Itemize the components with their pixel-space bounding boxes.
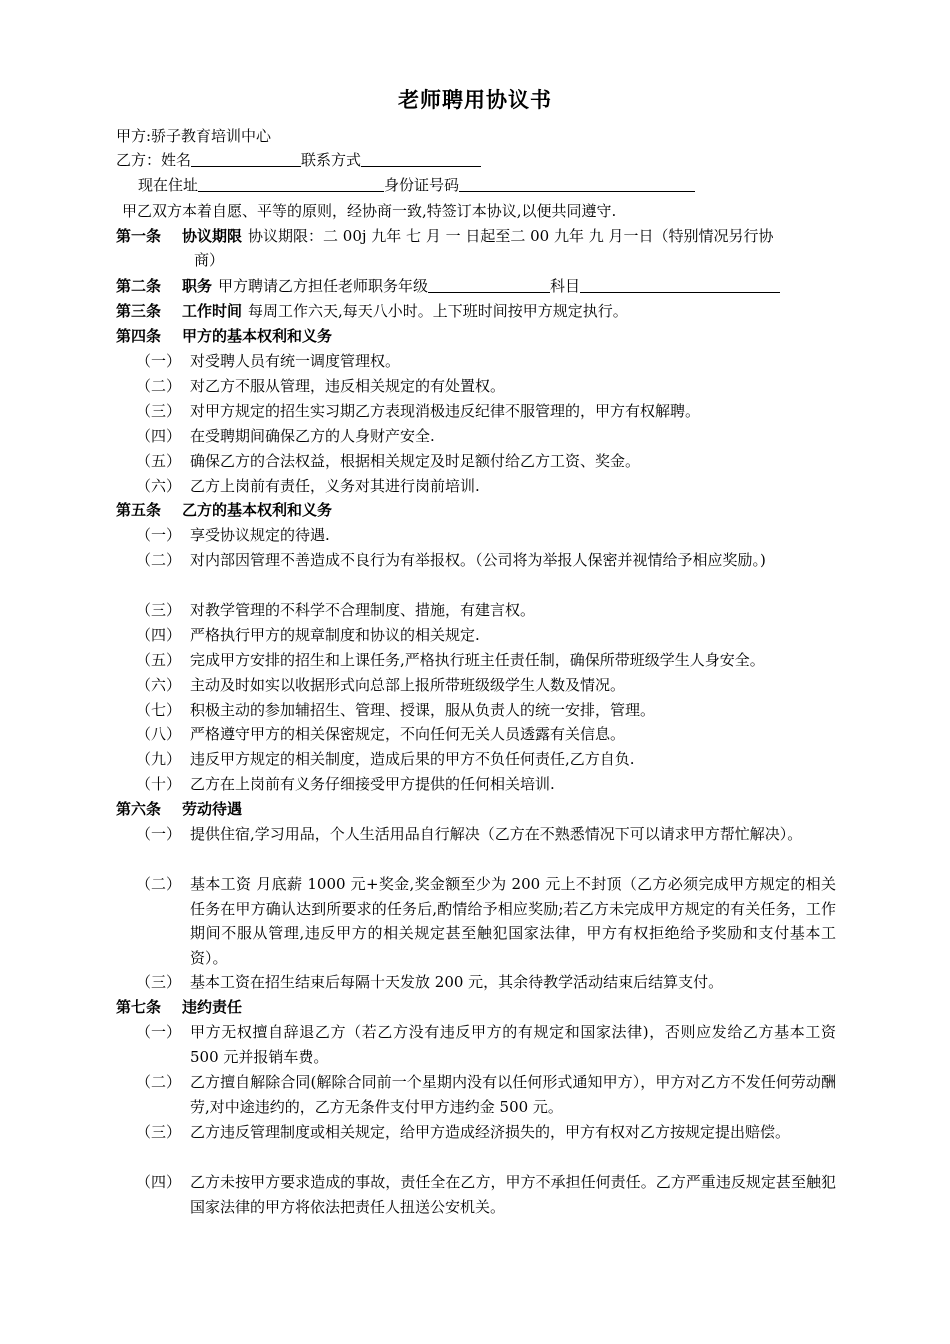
item-text: 对甲方规定的招生实习期乙方表现消极违反纪律不服管理的，甲方有权解聘。 — [190, 402, 701, 420]
article-5-title: 乙方的基本权利和义务 — [182, 501, 333, 519]
item-text: 确保乙方的合法权益，根据相关规定及时足额付给乙方工资、奖金。 — [190, 452, 641, 470]
article-6-heading — [116, 797, 836, 821]
list-item — [136, 1020, 836, 1069]
item-number: （六） — [136, 676, 182, 694]
article-3-num: 第三条 — [116, 302, 162, 320]
item-text: 违反甲方规定的相关制度，造成后果的甲方不负任何责任,乙方自负. — [190, 750, 635, 768]
item-number: （一） — [136, 526, 182, 544]
item-number: （三） — [136, 402, 182, 420]
article-6-title: 劳动待遇 — [182, 800, 243, 818]
article-3-text: 每周工作六天,每天八小时。上下班时间按甲方规定执行。 — [248, 302, 628, 320]
item-number: （一） — [136, 1023, 182, 1041]
list-item — [136, 474, 836, 499]
list-item — [136, 772, 836, 797]
list-item — [136, 598, 836, 623]
id-blank — [459, 176, 695, 192]
item-text: 完成甲方安排的招生和上课任务,严格执行班主任责任制，确保所带班级学生人身安全。 — [190, 651, 765, 669]
article-2-text: 甲方聘请乙方担任老师职务年级 — [218, 277, 429, 295]
party-a-line: 甲方:骄子教育培训中心 — [116, 127, 272, 145]
list-item — [136, 349, 836, 374]
item-number: （二） — [136, 551, 182, 569]
item-number: （五） — [136, 452, 182, 470]
list-item — [136, 698, 836, 723]
article-2 — [116, 274, 836, 298]
item-text: 乙方擅自解除合同(解除合同前一个星期内没有以任何形式通知甲方），甲方对乙方不发任何劳动酬劳,对中途违约的，乙方无条件支付甲方违约金 500 元。 — [190, 1073, 836, 1116]
party-b-line — [116, 148, 836, 172]
item-text: 对教学管理的不科学不合理制度、措施，有建言权。 — [190, 601, 536, 619]
item-number: （三） — [136, 601, 182, 619]
item-text: 主动及时如实以收据形式向总部上报所带班级级学生人数及情况。 — [190, 676, 626, 694]
item-text: 对内部因管理不善造成不良行为有举报权。（公司将为举报人保密并视情给予相应奖励。) — [190, 551, 766, 569]
article-7-title: 违约责任 — [182, 998, 243, 1016]
article-1 — [116, 224, 836, 272]
article-3 — [116, 299, 836, 323]
party-b-name-label: 乙方：姓名 — [116, 151, 192, 169]
article-5-num: 第五条 — [116, 501, 162, 519]
item-text: 基本工资 月底薪 1000 元+奖金,奖金额至少为 200 元上不封顶（乙方必须完成甲方规定的相关任务在甲方确认达到所要求的任务后,酌情给予相应奖励;若乙方未完成甲方规定的有关任务，工作期间不服从管理,违反甲方的相关规定甚至触犯国家法律，甲方有权拒绝给予奖励和支付基本工资）。 — [190, 875, 836, 967]
document-title: 老师聘用协议书 — [398, 88, 552, 112]
item-number: （三） — [136, 973, 182, 991]
list-item — [136, 1170, 836, 1219]
list-item — [136, 374, 836, 399]
intro-text: 甲乙双方本着自愿、平等的原则，经协商一致,特签订本协议,以便共同遵守. — [122, 202, 617, 220]
item-number: （三） — [136, 1123, 182, 1141]
article-1-text-cont: 商） — [194, 251, 225, 269]
item-number: （八） — [136, 725, 182, 743]
item-number: （十） — [136, 775, 182, 793]
article-7-heading — [116, 995, 836, 1019]
list-item — [136, 399, 836, 424]
list-item — [136, 970, 836, 995]
grade-blank — [428, 277, 550, 293]
article-1-num: 第一条 — [116, 227, 162, 245]
item-number: （一） — [136, 352, 182, 370]
list-item — [136, 872, 836, 970]
item-text: 在受聘期间确保乙方的人身财产安全. — [190, 427, 435, 445]
article-1-title: 协议期限 — [182, 227, 243, 245]
contact-blank — [361, 151, 481, 167]
item-text: 严格执行甲方的规章制度和协议的相关规定. — [190, 626, 480, 644]
item-number: （九） — [136, 750, 182, 768]
item-text: 甲方无权擅自辞退乙方（若乙方没有违反甲方的有规定和国家法律)，否则应发给乙方基本工资 500 元并报销车费。 — [190, 1023, 836, 1066]
subject-blank — [580, 277, 780, 293]
list-item — [136, 1120, 836, 1145]
list-item — [136, 623, 836, 648]
item-number: （四） — [136, 427, 182, 445]
item-text: 对乙方不服从管理，违反相关规定的有处置权。 — [190, 377, 506, 395]
article-2-title: 职务 — [182, 277, 213, 295]
article-4-title: 甲方的基本权利和义务 — [182, 327, 333, 345]
item-text: 享受协议规定的待遇. — [190, 526, 330, 544]
address-line — [138, 173, 858, 197]
item-number: （四） — [136, 626, 182, 644]
list-item — [136, 523, 836, 548]
id-label: 身份证号码 — [384, 176, 460, 194]
item-text: 积极主动的参加辅招生、管理、授课，服从负责人的统一安排，管理。 — [190, 701, 656, 719]
article-1-text: 协议期限：二 00j 九年 七 月 一 日起至二 00 九年 九 月一日（特别情况另行协 — [248, 227, 774, 245]
item-number: （六） — [136, 477, 182, 495]
list-item — [136, 822, 836, 847]
article-5-heading — [116, 498, 836, 522]
item-number: （七） — [136, 701, 182, 719]
item-number: （四） — [136, 1173, 182, 1191]
list-item — [136, 449, 836, 474]
contact-label: 联系方式 — [301, 151, 362, 169]
list-item — [136, 424, 836, 449]
item-number: （一） — [136, 825, 182, 843]
item-number: （二） — [136, 377, 182, 395]
item-text: 提供住宿,学习用品，个人生活用品自行解决（乙方在不熟悉情况下可以请求甲方帮忙解决）。 — [190, 825, 803, 843]
item-text: 乙方在上岗前有义务仔细接受甲方提供的任何相关培训. — [190, 775, 555, 793]
item-text: 乙方违反管理制度或相关规定，给甲方造成经济损失的，甲方有权对乙方按规定提出赔偿。 — [190, 1123, 791, 1141]
address-label: 现在住址 — [138, 176, 199, 194]
article-3-title: 工作时间 — [182, 302, 243, 320]
item-text: 乙方未按甲方要求造成的事故，责任全在乙方，甲方不承担任何责任。乙方严重违反规定甚至触犯国家法律的甲方将依法把责任人扭送公安机关。 — [190, 1173, 836, 1216]
article-4-num: 第四条 — [116, 327, 162, 345]
item-text: 对受聘人员有统一调度管理权。 — [190, 352, 401, 370]
list-item — [136, 548, 836, 573]
address-blank — [198, 176, 384, 192]
article-2-num: 第二条 — [116, 277, 162, 295]
subject-label: 科目 — [550, 277, 581, 295]
item-text: 基本工资在招生结束后每隔十天发放 200 元，其余待教学活动结束后结算支付。 — [190, 973, 724, 991]
list-item — [136, 722, 836, 747]
list-item — [136, 648, 836, 673]
list-item — [136, 673, 836, 698]
article-6-num: 第六条 — [116, 800, 162, 818]
article-4-heading — [116, 324, 836, 348]
item-number: （二） — [136, 875, 182, 893]
item-number: （二） — [136, 1073, 182, 1091]
item-text: 严格遵守甲方的相关保密规定，不向任何无关人员透露有关信息。 — [190, 725, 626, 743]
list-item — [136, 1070, 836, 1119]
name-blank — [191, 151, 301, 167]
list-item — [136, 747, 836, 772]
item-text: 乙方上岗前有责任，义务对其进行岗前培训. — [190, 477, 480, 495]
item-number: （五） — [136, 651, 182, 669]
article-7-num: 第七条 — [116, 998, 162, 1016]
